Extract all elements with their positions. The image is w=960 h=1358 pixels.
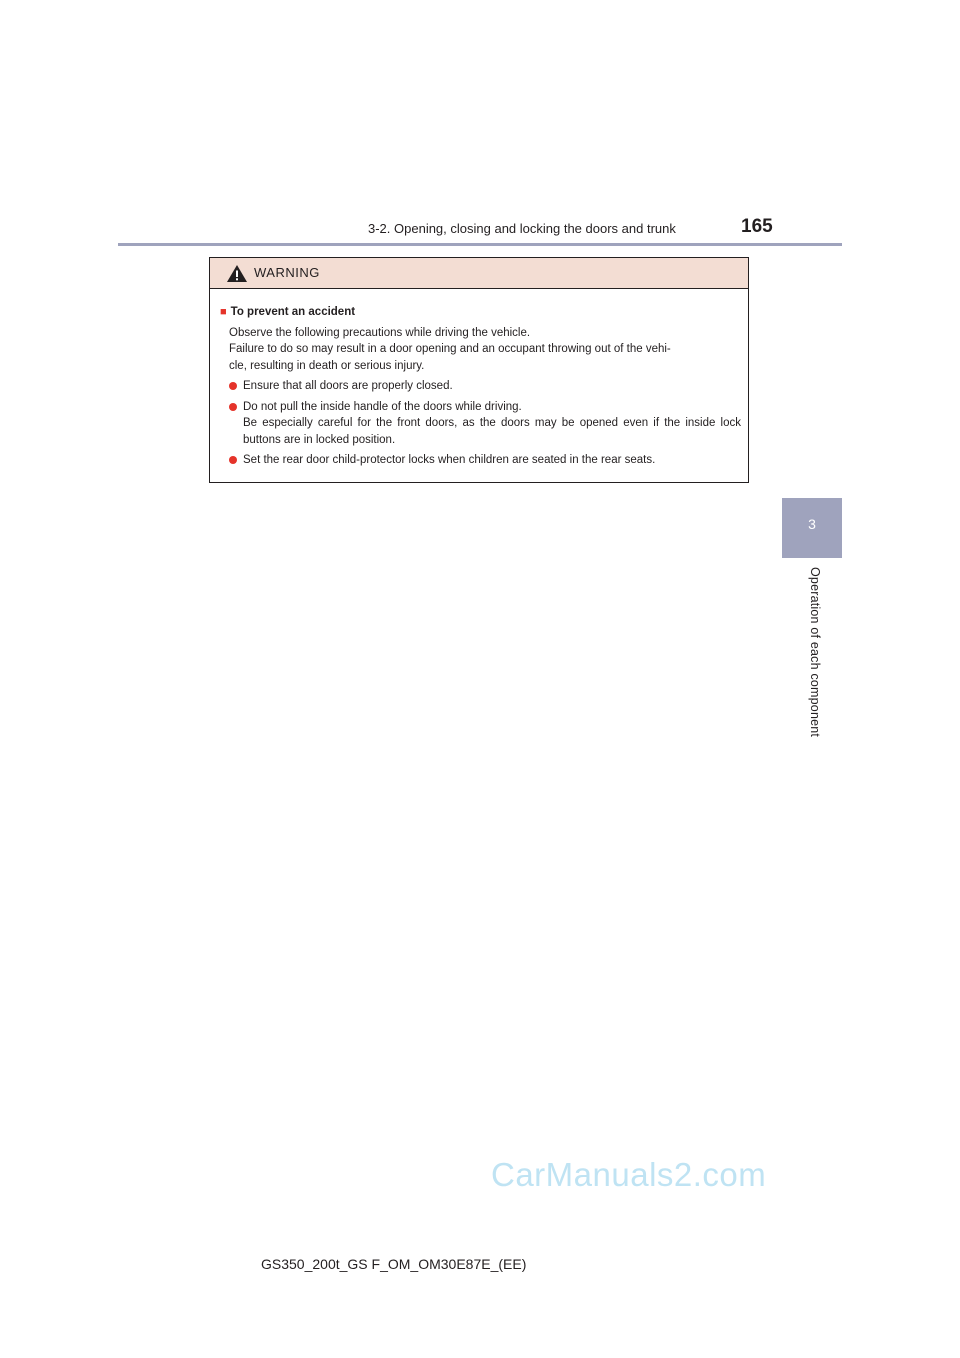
red-dot-bullet-icon: [229, 382, 237, 390]
warning-header: [210, 258, 748, 289]
red-dot-bullet-icon: [229, 403, 237, 411]
intro-paragraph: [220, 325, 741, 375]
list-item: [220, 378, 741, 395]
warning-body: [210, 289, 748, 469]
intro-line: Observe the following precautions while driving the vehicle.: [229, 326, 531, 339]
list-item-text: Set the rear door child-protector locks when children are seated in the rear seats.: [243, 454, 656, 466]
header-rule: [118, 243, 842, 246]
warning-box: [209, 257, 749, 483]
list-item-text: Be especially careful for the front doors, as the doors may be opened even if the inside lock buttons are in locked position.: [243, 417, 741, 446]
section-heading: [220, 304, 741, 321]
square-bullet-icon: ■: [220, 306, 227, 318]
section-title: 3-2. Opening, closing and locking the doors and trunk: [368, 221, 676, 236]
warning-triangle-icon: [226, 264, 248, 283]
list-item: [220, 399, 741, 449]
chapter-title: Operation of each component: [808, 567, 822, 738]
warning-title: WARNING: [254, 265, 320, 280]
page-number: 165: [741, 216, 773, 237]
chapter-number: 3: [808, 516, 816, 532]
list-item-text: Do not pull the inside handle of the doors while driving.: [243, 400, 522, 413]
watermark: CarManuals2.com: [491, 1156, 767, 1193]
chapter-tab: [782, 498, 842, 558]
red-dot-bullet-icon: [229, 456, 237, 464]
intro-line: cle, resulting in death or serious injury.: [229, 359, 425, 372]
document-code: GS350_200t_GS F_OM_OM30E87E_(EE): [261, 1256, 527, 1272]
list-item-text: Ensure that all doors are properly closed.: [243, 380, 453, 392]
intro-line: Failure to do so may result in a door opening and an occupant throwing out of the vehi-: [229, 343, 671, 355]
heading-text: To prevent an accident: [230, 306, 356, 318]
list-item: [220, 452, 741, 469]
